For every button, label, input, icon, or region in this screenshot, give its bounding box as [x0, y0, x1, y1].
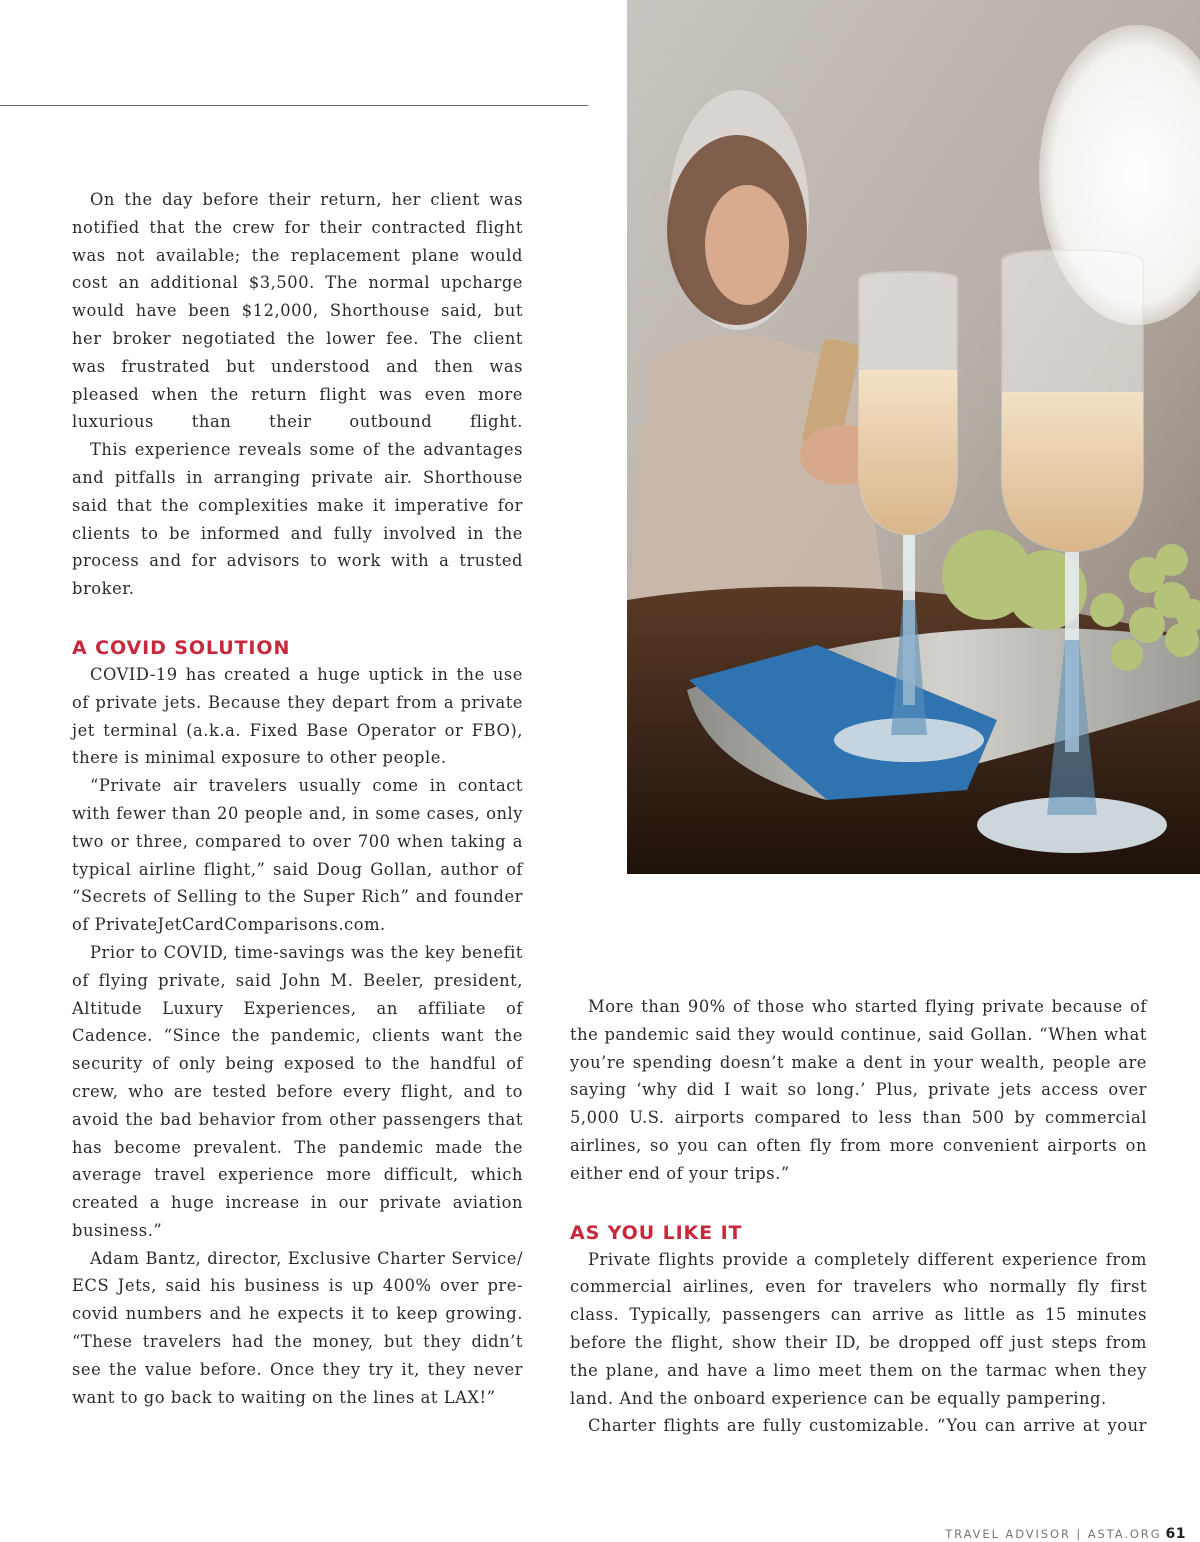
champagne-photo [627, 0, 1200, 874]
paragraph: Private flights provide a completely different experience from commercial airlines, even for travelers who normally fly first class. Typically, passengers can arrive as little as 15 minutes before the flight, show their ID, be dropped off just steps from the plane, and have a limo meet them on the tarmac when they land. And the onboard experience can be equally pampering. [570, 1249, 1147, 1408]
paragraph: COVID-19 has created a huge uptick in the use of private jets. Because they depart from a private jet terminal (a.k.a. Fixed Base Operator or FBO), there is minimal exposure to other people. [72, 664, 523, 768]
paragraph: Adam Bantz, director, Exclusive Charter Service/ ECS Jets, said his business is up 400% over pre-covid numbers and he expects it to keep growing. “These travelers had the money, but they didn’t see the value before. Once they try it, they never want to go back to waiting on the lines at LAX!” [72, 1248, 523, 1407]
paragraph: On the day before their return, her client was notified that the crew for their contracted flight was not available; the replacement plane would cost an additional $3,500. The normal upcharge would have been $12,000, Shorthouse said, but her broker negotiated the lower fee. The client was frustrated but understood and then was pleased when the return flight was even more luxurious than their outbound flight. [72, 190, 523, 432]
section-heading: AS YOU LIKE IT [570, 1221, 743, 1244]
paragraph: Charter flights are fully customizable. “You can arrive at your [588, 1416, 1147, 1436]
paragraph: “Private air travelers usually come in contact with fewer than 20 people and, in some cases, only two or three, compared to over 700 when taking a typical airline flight,” said Doug Gollan, author of “Secrets of Selling to the Super Rich” and founder of PrivateJetCardComparisons.com. [72, 776, 523, 935]
section-heading: A COVID SOLUTION [72, 636, 291, 659]
paragraph: Prior to COVID, time-savings was the key benefit of flying private, said John M. Beeler, president, Altitude Luxury Experiences, an affiliate of Cadence. “Since the pandemic, clients want the security of only being exposed to the handful of crew, who are tested before every flight, and to avoid the bad behavior from other passengers that has become prevalent. The pandemic made the average travel experience more difficult, which created a huge increase in our private aviation business.” [72, 942, 523, 1240]
left-column [72, 186, 523, 1411]
right-column [570, 993, 1147, 1440]
top-rule [0, 105, 588, 106]
paragraph: This experience reveals some of the advantages and pitfalls in arranging private air. Shorthouse said that the complexities make it imperative for clients to be informed and fully involved in the process and for advisors to work with a trusted broker. [72, 440, 523, 599]
paragraph: More than 90% of those who started flying private because of the pandemic said they would continue, said Gollan. “When what you’re spending doesn’t make a dent in your wealth, people are saying ‘why did I wait so long.’ Plus, private jets access over 5,000 U.S. airports compared to less than 500 by commercial airlines, so you can often fly from more convenient airports on either end of your trips.” [570, 997, 1147, 1183]
publication-name: TRAVEL ADVISOR | ASTA.ORG [945, 1527, 1162, 1541]
page-number: 61 [1165, 1526, 1186, 1542]
